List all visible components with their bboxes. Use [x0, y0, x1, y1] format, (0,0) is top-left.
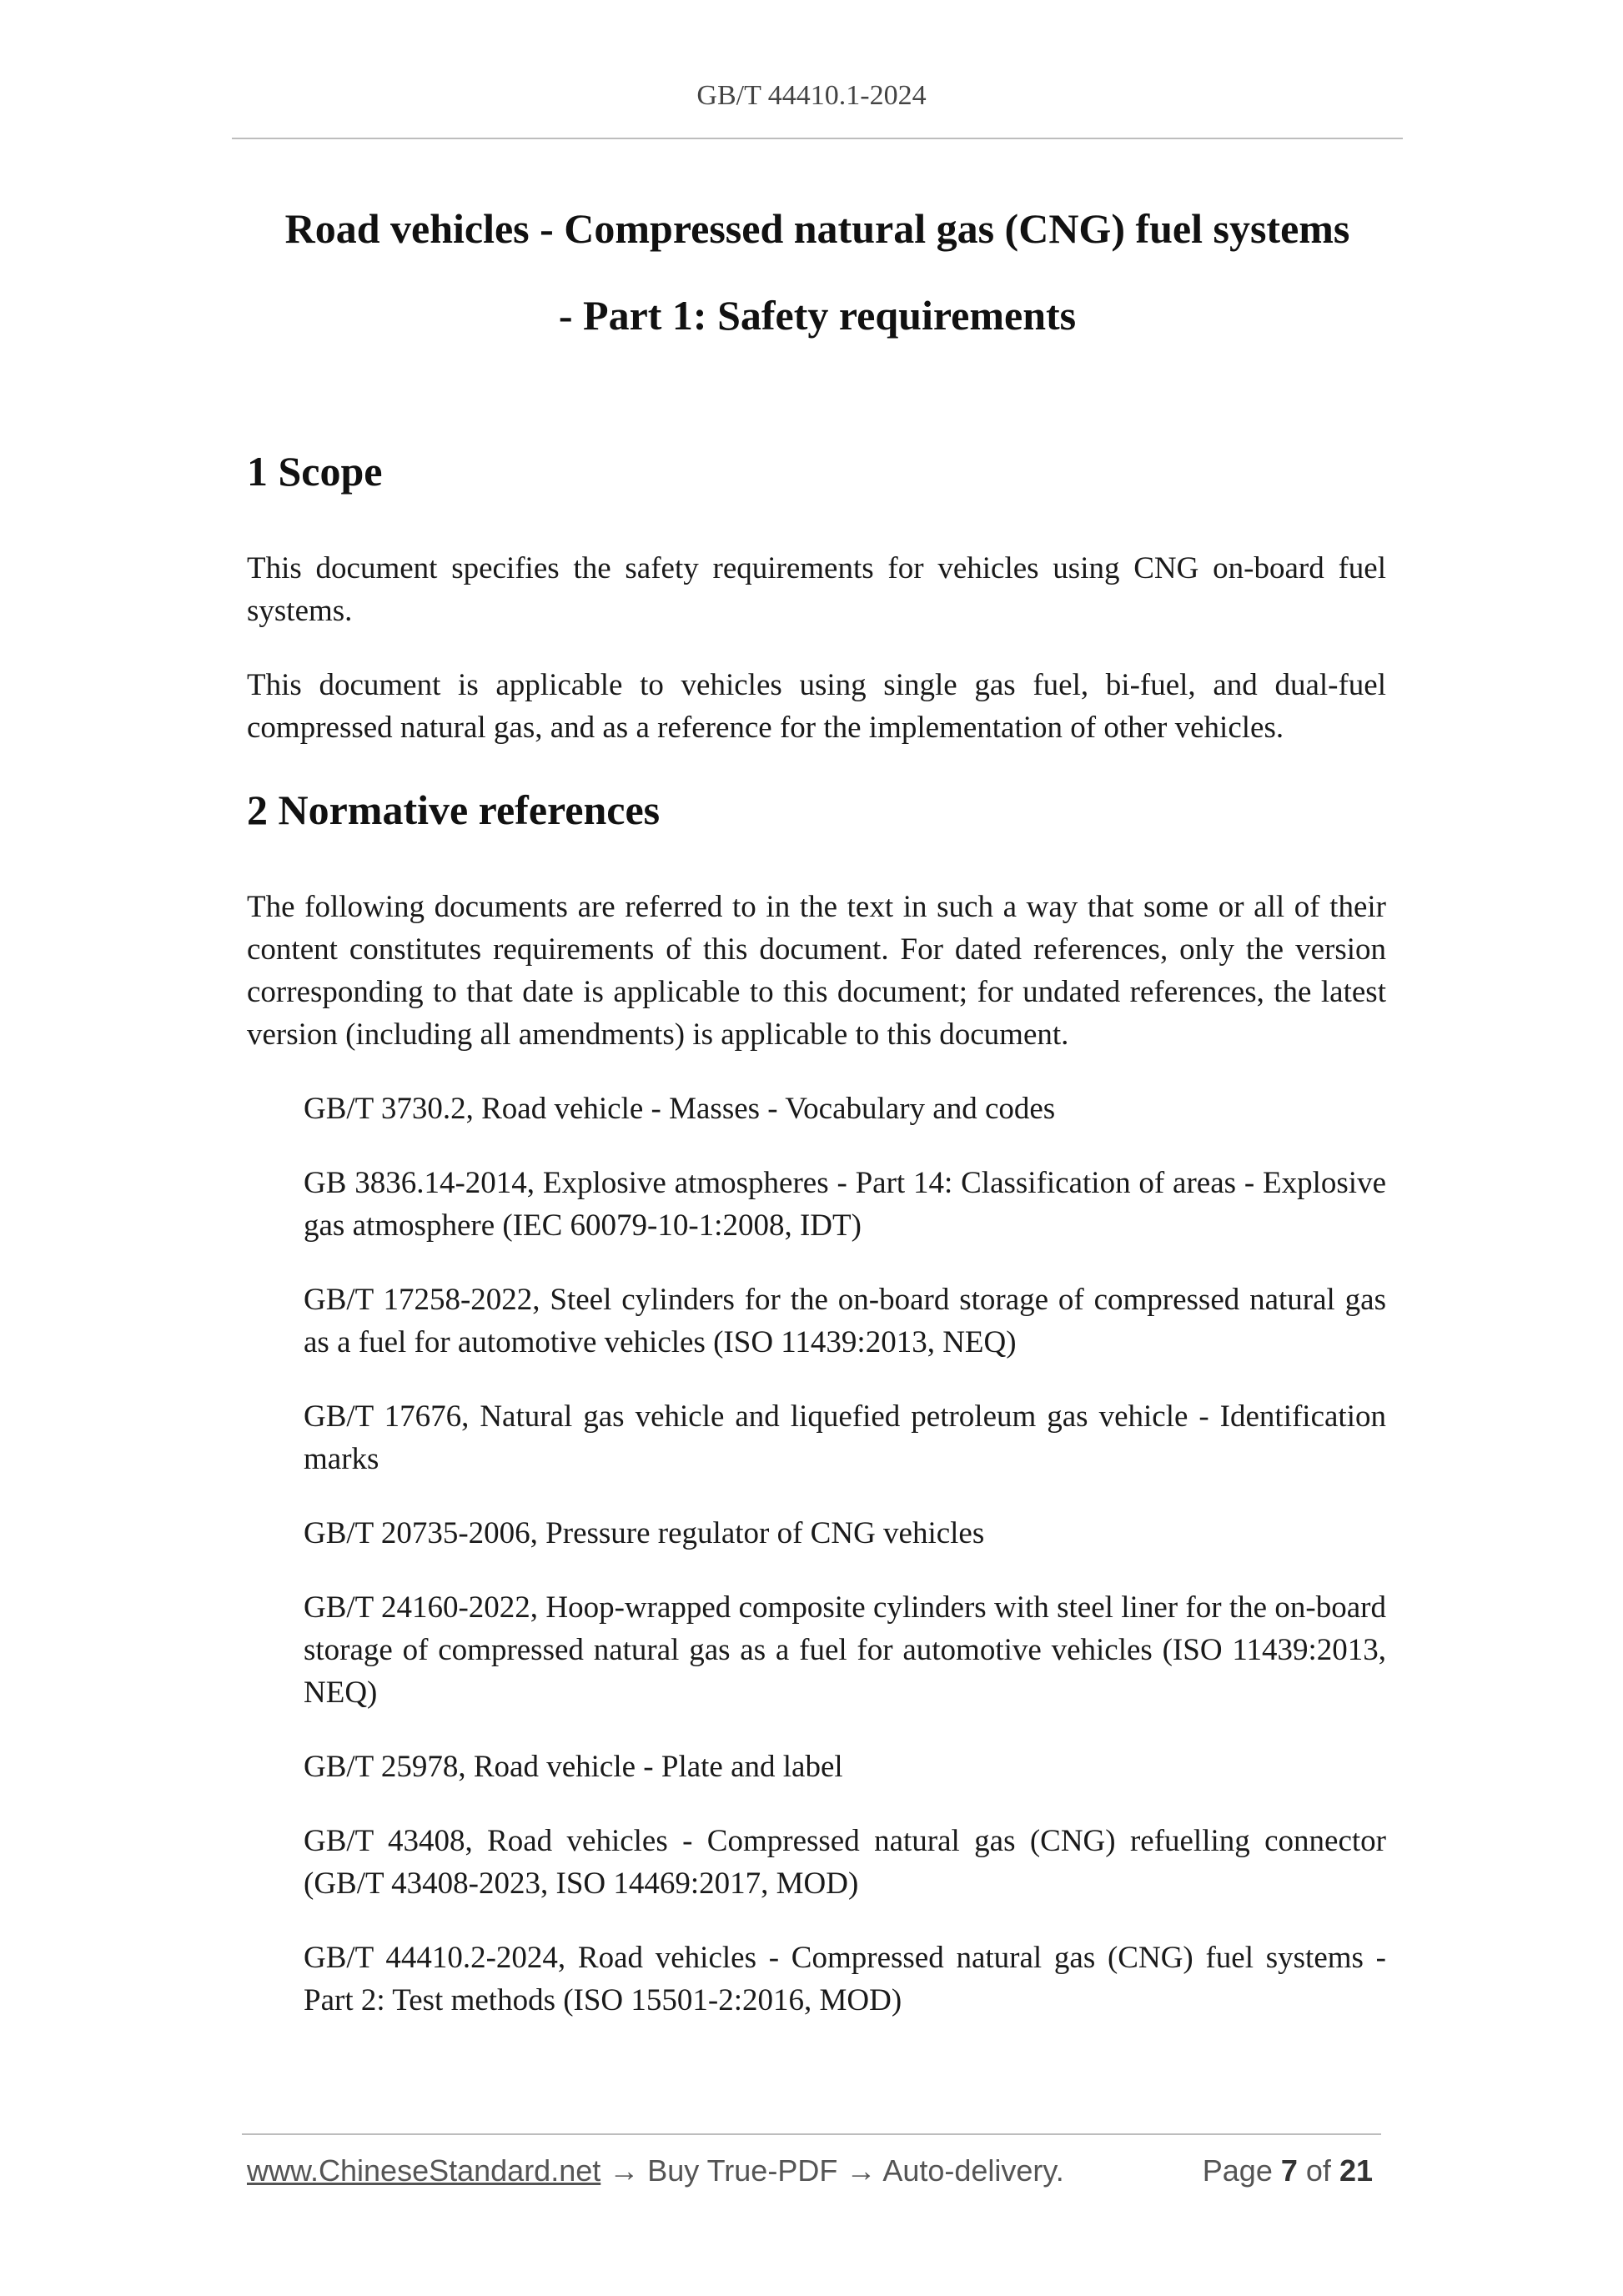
reference-item: GB/T 17676, Natural gas vehicle and liquefied petroleum gas vehicle - Identification marks	[304, 1399, 1386, 1476]
current-page-number: 7	[1280, 2153, 1298, 2188]
document-body	[247, 442, 1386, 2053]
reference-item: GB/T 43408, Road vehicles - Compressed natural gas (CNG) refuelling connector (GB/T 43408-2023, ISO 14469:2017, MOD)	[304, 1824, 1386, 1901]
section-heading-scope: 1 Scope	[247, 448, 383, 495]
normative-intro-paragraph: The following documents are referred to in the text in such a way that some or all of their content constitutes requirements of this document. For dated references, only the version corresponding to that date is applicable to this document; for undated references, the latest version (including all amendments) is applicable to this document.	[247, 890, 1386, 1052]
document-title	[232, 185, 1403, 359]
section-normative-references	[247, 781, 1386, 2022]
section-scope	[247, 442, 1386, 749]
reference-item: GB/T 44410.2-2024, Road vehicles - Compressed natural gas (CNG) fuel systems - Part 2: Test methods (ISO 15501-2:2016, MOD)	[304, 1941, 1386, 2017]
page-indicator	[1203, 2153, 1373, 2188]
reference-item: GB/T 25978, Road vehicle - Plate and label	[304, 1750, 843, 1784]
section-heading-normative-references: 2 Normative references	[247, 786, 661, 833]
footer-divider	[242, 2133, 1381, 2135]
page-footer	[247, 2153, 1373, 2188]
document-title-line-1: Road vehicles - Compressed natural gas (CNG) fuel systems	[284, 205, 1350, 252]
page-label: Page	[1202, 2153, 1273, 2188]
page-of-label: of	[1305, 2153, 1331, 2188]
footer-tagline: → Buy True-PDF → Auto-delivery.	[600, 2153, 1064, 2188]
reference-item: GB/T 17258-2022, Steel cylinders for the on-board storage of compressed natural gas as a fuel for automotive vehicles (ISO 11439:2013, NEQ)	[304, 1283, 1386, 1359]
footer-promo	[247, 2153, 1064, 2188]
reference-item: GB/T 3730.2, Road vehicle - Masses - Vocabulary and codes	[304, 1092, 1056, 1126]
scope-paragraph-2: This document is applicable to vehicles using single gas fuel, bi-fuel, and dual-fuel compressed natural gas, and as a reference for the implementation of other vehicles.	[247, 668, 1386, 745]
reference-list	[247, 1088, 1386, 2022]
website-link[interactable]: www.ChineseStandard.net	[247, 2153, 601, 2188]
document-title-line-2: - Part 1: Safety requirements	[558, 292, 1077, 339]
total-page-count: 21	[1339, 2153, 1373, 2188]
reference-item: GB/T 24160-2022, Hoop-wrapped composite cylinders with steel liner for the on-board storage of compressed natural gas as a fuel for automotive vehicles (ISO 11439:2013, NEQ)	[304, 1590, 1386, 1710]
header-standard-code: GB/T 44410.1-2024	[696, 80, 927, 111]
scope-paragraph-1: This document specifies the safety requirements for vehicles using CNG on-board fuel systems.	[247, 551, 1386, 628]
reference-item: GB/T 20735-2006, Pressure regulator of CNG vehicles	[304, 1516, 985, 1550]
reference-item: GB 3836.14-2014, Explosive atmospheres - Part 14: Classification of areas - Explosive gas atmosphere (IEC 60079-10-1:2008, IDT)	[304, 1166, 1386, 1243]
header-divider	[232, 138, 1403, 139]
